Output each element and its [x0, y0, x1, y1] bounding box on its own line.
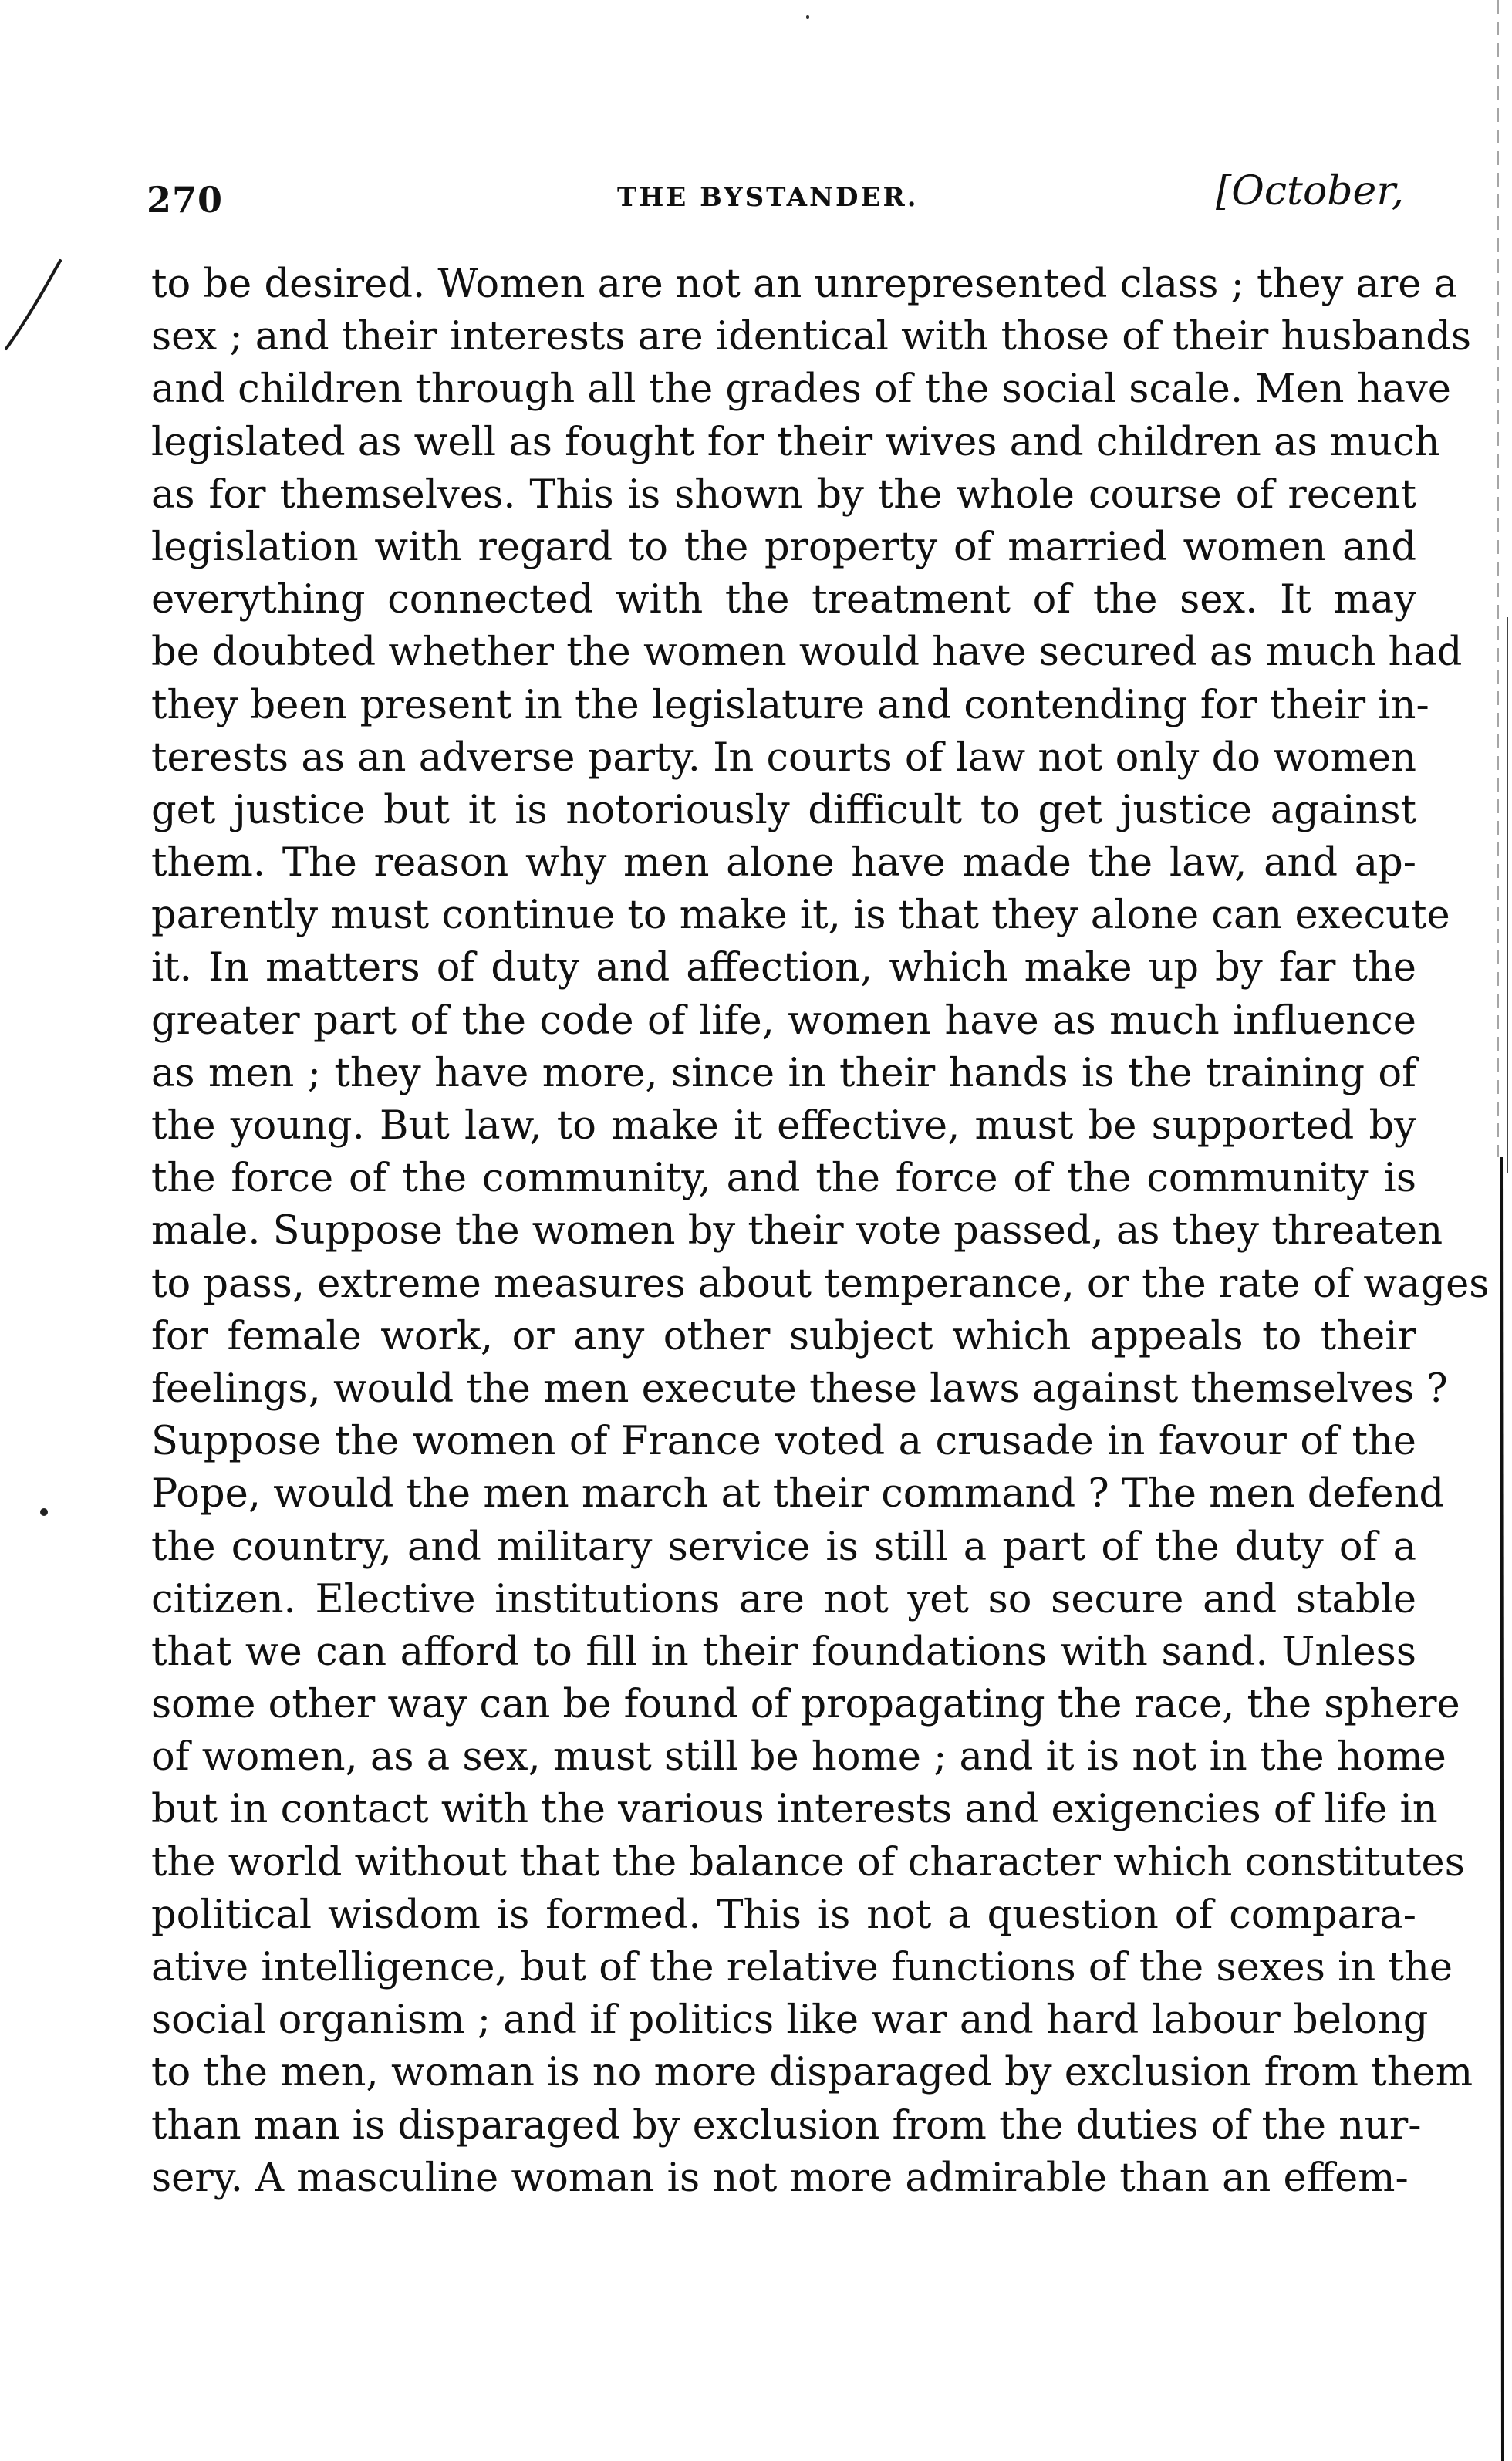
text-line: be doubted whether the women would have secured as much had: [151, 630, 1463, 676]
text-line: and children through all the grades of the social scale. Men have: [151, 366, 1451, 413]
text-line: for female work, or any other subject which appeals to their: [151, 1313, 1416, 1359]
text-line: of women, as a sex, must still be home ; and it is not in the home: [151, 1734, 1446, 1781]
body-text: [151, 258, 1490, 2205]
text-line: it. In matters of duty and affection, which make up by far the: [151, 945, 1416, 991]
margin-pen-stroke-icon: [0, 255, 69, 355]
running-date: [October,: [1216, 168, 1404, 214]
text-line: feelings, would the men execute these laws against themselves ?: [151, 1366, 1448, 1412]
text-line: but in contact with the various interests and exigencies of life in: [151, 1787, 1438, 1833]
ink-speck: [806, 15, 809, 19]
text-line: the force of the community, and the force of the community is: [151, 1156, 1416, 1202]
text-line: parently must continue to make it, is that they alone can execute: [151, 893, 1450, 939]
text-line: as men ; they have more, since in their hands is the training of: [151, 1050, 1416, 1096]
text-line: as for themselves. This is shown by the whole course of recent: [151, 471, 1416, 518]
text-line: some other way can be found of propagating the race, the sphere: [151, 1682, 1460, 1728]
text-line: the young. But law, to make it effective, must be supported by: [151, 1103, 1416, 1149]
text-line: the country, and military service is still a part of the duty of a: [151, 1524, 1416, 1570]
running-title: THE BYSTANDER.: [617, 182, 919, 213]
text-line: Suppose the women of France voted a crusade in favour of the: [151, 1419, 1416, 1465]
text-line: that we can afford to fill in their foundations with sand. Unless: [151, 1629, 1416, 1675]
text-line: to pass, extreme measures about temperance, or the rate of wages: [151, 1261, 1490, 1307]
text-line: them. The reason why men alone have made the law, and ap-: [151, 840, 1416, 886]
text-line: everything connected with the treatment of the sex. It may: [151, 577, 1416, 623]
text-line: terests as an adverse party. In courts of law not only do women: [151, 734, 1416, 781]
text-line: male. Suppose the women by their vote passed, as they threaten: [151, 1208, 1443, 1254]
text-line: sex ; and their interests are identical with those of their husbands: [151, 314, 1472, 360]
text-line: Pope, would the men march at their command ? The men defend: [151, 1471, 1445, 1517]
margin-dot: [40, 1508, 48, 1516]
page-number: 270: [147, 179, 224, 221]
text-line: citizen. Elective institutions are not yet so secure and stable: [151, 1576, 1416, 1622]
text-line: to the men, woman is no more disparaged by exclusion from them: [151, 2050, 1473, 2096]
text-line: they been present in the legislature and contending for their in-: [151, 682, 1429, 728]
running-header: [147, 168, 1404, 222]
binding-edge-marks: [1493, 0, 1512, 2461]
text-line: legislation with regard to the property of married women and: [151, 524, 1416, 570]
text-line: political wisdom is formed. This is not a question of compara-: [151, 1892, 1416, 1938]
text-line: ative intelligence, but of the relative functions of the sexes in the: [151, 1945, 1453, 1990]
text-line: get justice but it is notoriously difficult to get justice against: [151, 787, 1416, 833]
text-line: than man is disparaged by exclusion from the duties of the nur-: [151, 2102, 1422, 2149]
text-line: the world without that the balance of character which constitutes: [151, 1839, 1465, 1885]
text-line: to be desired. Women are not an unrepresented class ; they are a: [151, 262, 1458, 307]
text-line: greater part of the code of life, women have as much influence: [151, 998, 1416, 1044]
text-line: social organism ; and if politics like war and hard labour belong: [151, 1997, 1429, 2044]
text-line: sery. A masculine woman is not more admirable than an effem-: [151, 2155, 1409, 2201]
text-line: legislated as well as fought for their wives and children as much: [151, 419, 1440, 465]
